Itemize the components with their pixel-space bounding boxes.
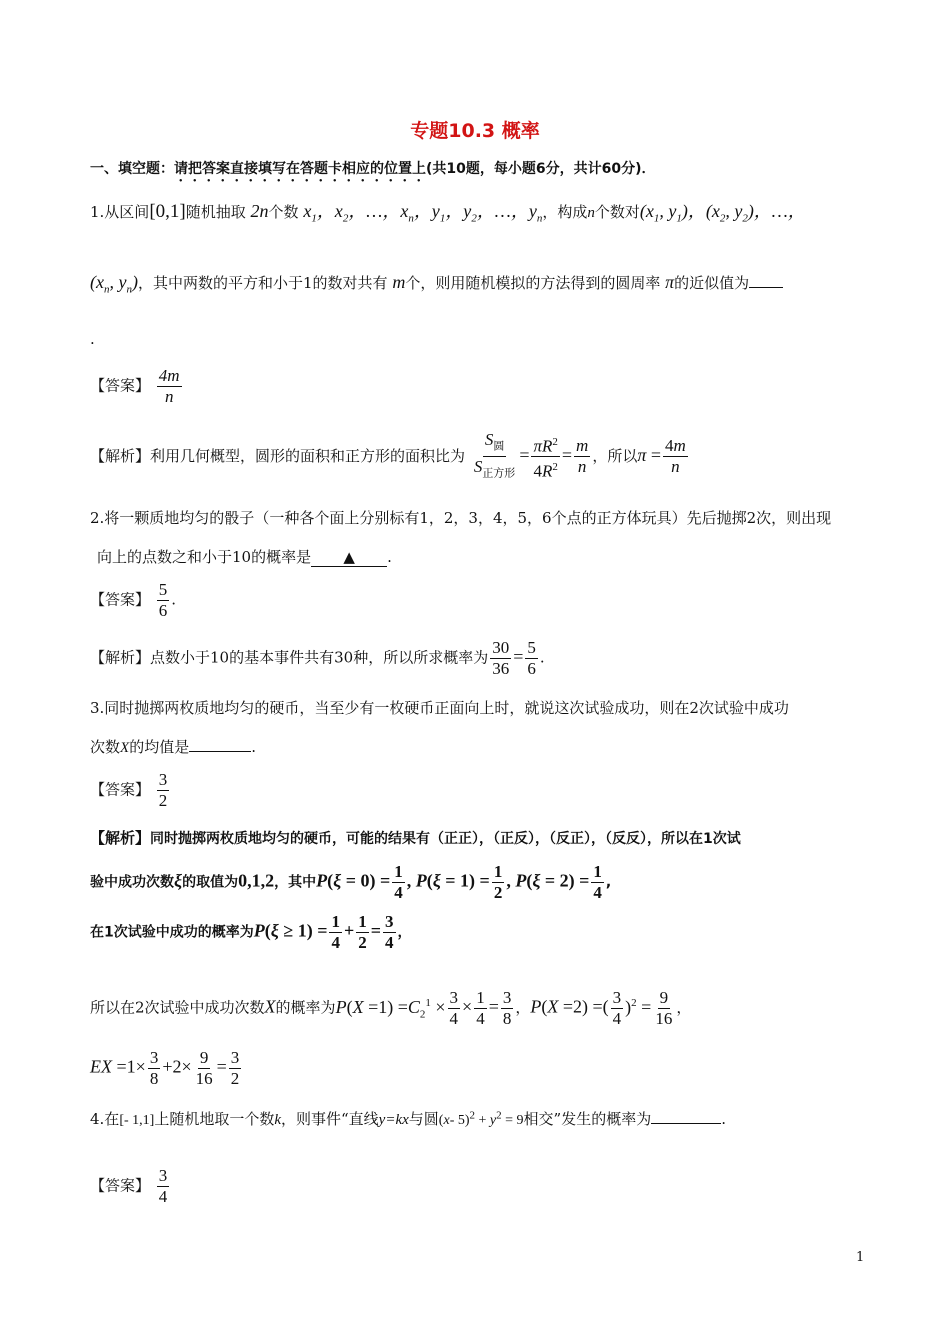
math-pairs: ($x_1$, $y_1$)，($x_2$, $y_2$)，…，: [639, 201, 806, 225]
question-3-line1: 3.同时抛掷两枚质地均匀的硬币，当至少有一枚硬币正面向上时，就说这次试验成功，则在2次试验中成功: [90, 699, 789, 717]
page-number: 1: [856, 1250, 865, 1265]
page-title: 专题10.3 概率: [410, 120, 540, 142]
analysis-3-line4: 所以在2次试验中成功次数X的概率为$P(X =1) =C_2^1$ × $\frac{3}{4}$ × $\frac{1}{4}$ = $\frac{3}{8}$ ，P(X =2) =( $\frac{3}{4}$ )$^2$ = $\frac{9}{16}$ ，: [90, 988, 692, 1028]
question-4: 4.在[- 1,1]上随机地取一个数k，则事件“直线y=kx与圆(x- $5)^2 + y^2 = 9$相交”发生的概率为 .: [90, 1109, 726, 1128]
section-scoring: (共10题，每小题6分，共计60分)．: [426, 161, 656, 177]
analysis-3-line2: 验中成功次数ξ的取值为0,1,2，其中P(ξ = 0) = $\frac{1}{4}$ , P(ξ = 1) = $\frac{1}{2}$ , P(ξ = 2) = $\frac{1}{4}$ ,: [90, 862, 612, 902]
area-ratio-fraction: $\frac{S_圆}{S_{正方形}}$: [473, 430, 516, 480]
question-2-line1: 2.将一颗质地均匀的骰子（一种各个面上分别标有1，2，3，4，5，6个点的正方体玩具）先后抛掷2次，则出现: [90, 509, 832, 527]
answer-blank: [749, 287, 783, 288]
analysis-3-line5: EX =1× $\frac{3}{8}$ +2× $\frac{9}{16}$ = $\frac{3}{2}$: [90, 1048, 240, 1088]
section-instruction: 请把答案直接填写在答题卡相应的位置上: [174, 161, 426, 177]
triangle-icon: ▲: [343, 548, 355, 566]
analysis-3-line3: 在1次试验中成功的概率为P(ξ ≥ 1) = $\frac{1}{4}$ + $\frac{1}{2}$ = $\frac{3}{4}$ ，: [90, 912, 412, 952]
question-1-line1: 1.从区间[0,1]随机抽取 2n个数 $x_1$，$x_2$，…，$x_n$，$y_1$，$y_2$，…，$y_n$，构成n个数对($x_1$, $y_1$)，($x_2$, $y_2$)，…，: [90, 201, 806, 225]
section-label: 一、填空题：: [90, 161, 174, 177]
analysis-1: 【解析】利用几何概型，圆形的面积和正方形的面积比为 $\frac{S_圆}{S_{正方形}}$ = $\frac{\pi R^2}{4R^2}$ = $\frac{m}{n}$ ，所以π = $\frac{4m}{n}$: [90, 430, 690, 484]
question-2-line2: 向上的点数之和小于10的概率是 ▲ .: [97, 548, 392, 566]
section-header: [90, 158, 656, 185]
analysis-2: 【解析】点数小于10的基本事件共有30种，所以所求概率为 $\frac{30}{36}$ = $\frac{5}{6}$ .: [90, 638, 545, 678]
answer-blank: [189, 751, 251, 752]
answer-3: 【答案】 $\frac{3}{2}$: [90, 770, 168, 810]
answer-blank: [311, 548, 387, 567]
interval-expr: [0,1]: [149, 201, 186, 222]
question-1-line2: ($x_n$, $y_n$)，其中两数的平方和小于1的数对共有 m个，则用随机模拟的方法得到的圆周率 π的近似值为: [90, 272, 783, 296]
answer-2: 【答案】 $\frac{5}{6}$ .: [90, 580, 177, 620]
math-2n: 2n: [250, 201, 269, 221]
math-pair-n: ($x_n$, $y_n$): [90, 272, 138, 296]
answer-1-fraction: $\frac{4m}{n}$: [158, 366, 180, 406]
analysis-3-line1: 【解析】同时抛掷两枚质地均匀的硬币，可能的结果有（正正），（正反），（反正），（反反），所以在1次试: [90, 829, 741, 847]
answer-1: 【答案】 $\frac{4m}{n}$: [90, 366, 180, 406]
answer-4: 【答案】 $\frac{3}{4}$: [90, 1166, 168, 1206]
question-3-line2: 次数X的均值是 .: [90, 738, 256, 756]
math-sequence: $x_1$，$x_2$，…，$x_n$，$y_1$，$y_2$，…，$y_n$: [303, 201, 543, 225]
answer-blank: [651, 1123, 721, 1124]
